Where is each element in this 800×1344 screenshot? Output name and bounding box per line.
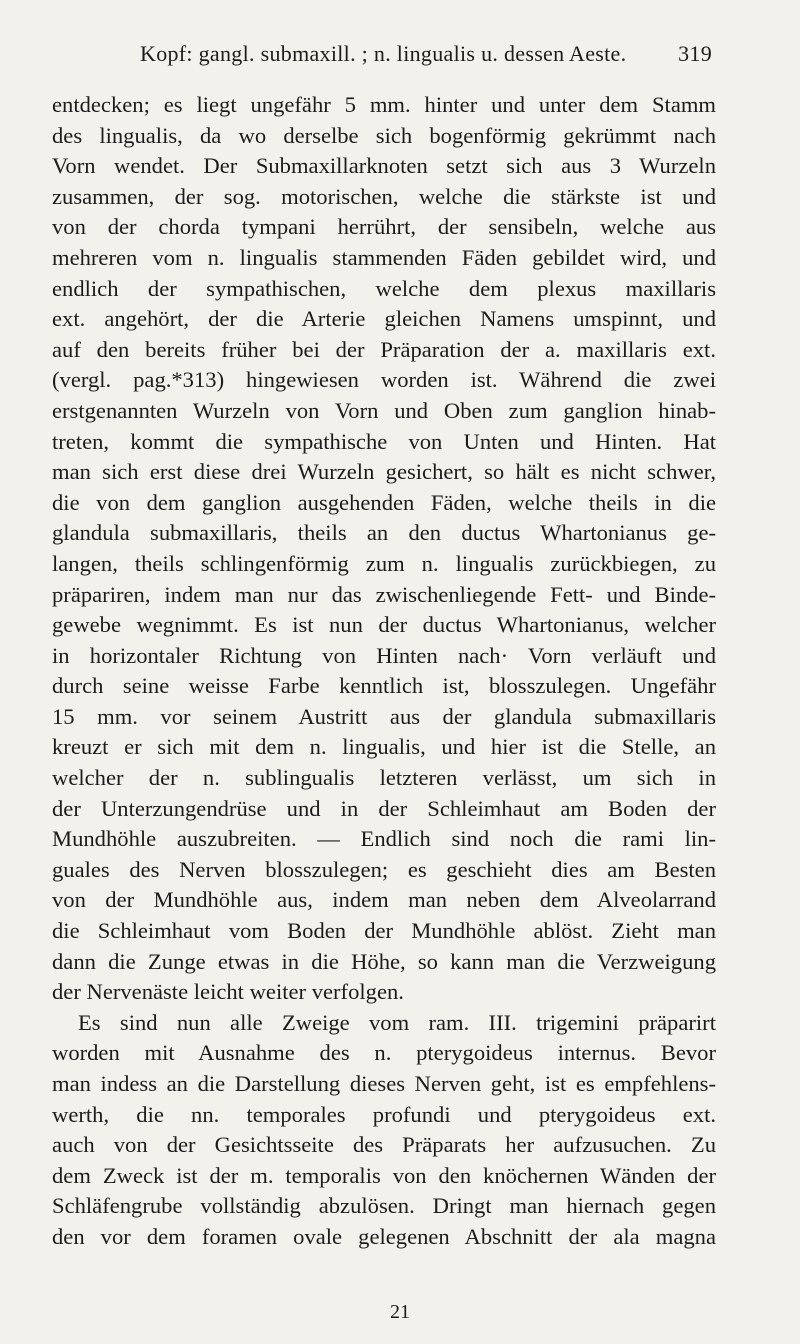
text-line: welcher der n. sublingualis letzteren verlässt, um sich in xyxy=(52,765,716,791)
text-line: die von dem ganglion ausgehenden Fäden, welche theils in die xyxy=(52,489,716,515)
text-line: Mundhöhle auszubreiten. — Endlich sind noch die rami lin- xyxy=(52,826,716,852)
text-line: Schläfengrube vollständig abzulösen. Dringt man hiernach gegen xyxy=(52,1193,716,1219)
text-line: (vergl. pag.*313) hingewiesen worden ist. Während die zwei xyxy=(52,367,716,393)
text-line: worden mit Ausnahme des n. pterygoideus internus. Bevor xyxy=(52,1040,716,1066)
text-line: des lingualis, da wo derselbe sich bogenförmig gekrümmt nach xyxy=(52,122,716,148)
text-line: entdecken; es liegt ungefähr 5 mm. hinter und unter dem Stamm xyxy=(52,92,716,117)
text-line: von der chorda tympani herrührt, der sensibeln, welche aus xyxy=(52,214,716,240)
signature-mark: 21 xyxy=(390,1301,410,1323)
text-line: kreuzt er sich mit dem n. lingualis, und hier ist die Stelle, an xyxy=(52,734,716,760)
text-line: man sich erst diese drei Wurzeln gesichert, so hält es nicht schwer, xyxy=(52,459,716,485)
running-head-title: Kopf: gangl. submaxill. ; n. lingualis u. dessen Aeste. xyxy=(140,41,627,66)
text-line: durch seine weisse Farbe kenntlich ist, blosszulegen. Ungefähr xyxy=(52,673,716,699)
text-line: Vorn wendet. Der Submaxillarknoten setzt sich aus 3 Wurzeln xyxy=(52,153,716,179)
text-line: den vor dem foramen ovale gelegenen Abschnitt der ala magna xyxy=(52,1223,716,1249)
text-line: die Schleimhaut vom Boden der Mundhöhle ablöst. Zieht man xyxy=(52,918,716,944)
text-line: der Unterzungendrüse und in der Schleimhaut am Boden der xyxy=(52,795,716,821)
text-line: in horizontaler Richtung von Hinten nach· Vorn verläuft und xyxy=(52,642,716,668)
text-line: von der Mundhöhle aus, indem man neben dem Alveolarrand xyxy=(52,887,716,913)
text-line: glandula submaxillaris, theils an den ductus Whartonianus ge- xyxy=(52,520,716,546)
text-line: präpariren, indem man nur das zwischenliegende Fett- und Binde- xyxy=(52,581,716,607)
page-number: 319 xyxy=(678,41,712,66)
text-line: langen, theils schlingenförmig zum n. lingualis zurückbiegen, zu xyxy=(52,550,716,576)
text-line: man indess an die Darstellung dieses Nerven geht, ist es empfehlens- xyxy=(52,1071,716,1096)
text-line: guales des Nerven blosszulegen; es geschieht dies am Besten xyxy=(52,856,716,882)
text-line: mehreren vom n. lingualis stammenden Fäden gebildet wird, und xyxy=(52,244,716,270)
text-line: dann die Zunge etwas in die Höhe, so kann man die Verzweigung xyxy=(52,948,716,974)
text-line-paragraph-end: der Nervenäste leicht weiter verfolgen. xyxy=(52,979,404,1005)
body-text xyxy=(52,90,716,1253)
text-line: gewebe wegnimmt. Es ist nun der ductus Whartonianus, welcher xyxy=(52,612,716,638)
text-line: auch von der Gesichtsseite des Präparats her aufzusuchen. Zu xyxy=(52,1132,716,1158)
text-line: werth, die nn. temporales profundi und pterygoideus ext. xyxy=(52,1101,716,1127)
text-line-paragraph-start: Es sind nun alle Zweige vom ram. III. trigemini präparirt xyxy=(78,1009,716,1035)
text-line: auf den bereits früher bei der Präparation der a. maxillaris ext. xyxy=(52,336,716,362)
text-line: 15 mm. vor seinem Austritt aus der glandula submaxillaris xyxy=(52,703,716,729)
text-line: treten, kommt die sympathische von Unten und Hinten. Hat xyxy=(52,428,716,454)
text-line: zusammen, der sog. motorischen, welche die stärkste ist und xyxy=(52,183,716,209)
text-line: ext. angehört, der die Arterie gleichen Namens umspinnt, und xyxy=(52,306,716,332)
text-line: erstgenannten Wurzeln von Vorn und Oben zum ganglion hinab- xyxy=(52,397,716,423)
text-line: endlich der sympathischen, welche dem plexus maxillaris xyxy=(52,275,716,301)
text-line: dem Zweck ist der m. temporalis von den knöchernen Wänden der xyxy=(52,1162,716,1188)
